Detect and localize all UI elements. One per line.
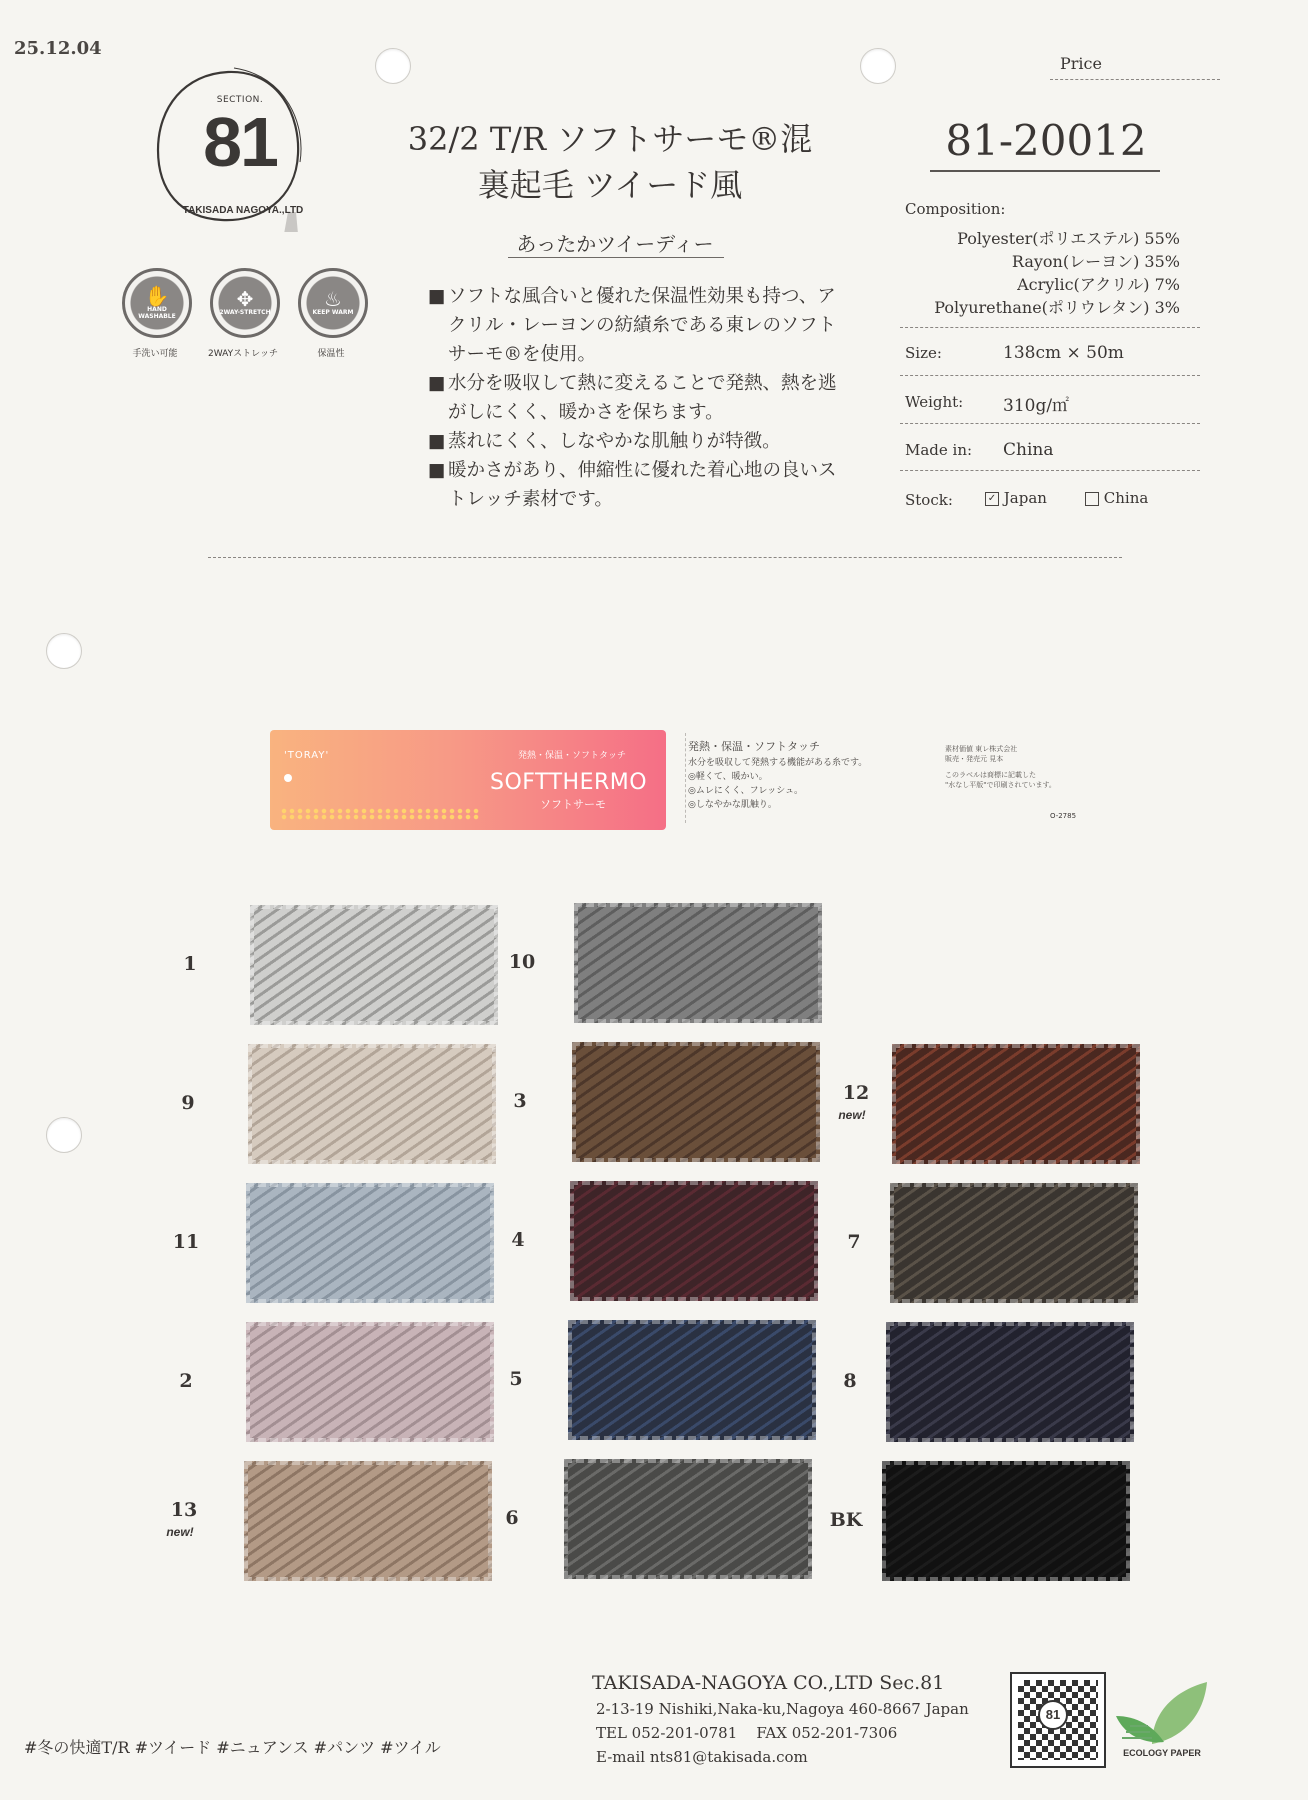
stock-china-checkbox[interactable]	[1085, 492, 1099, 506]
fabric-swatch	[248, 1044, 496, 1164]
footer-phone-fax: TEL 052-201-0781 FAX 052-201-7306	[596, 1724, 898, 1742]
made-in-label: Made in:	[905, 441, 973, 459]
fabric-swatch	[246, 1183, 494, 1303]
fabric-swatch	[892, 1044, 1140, 1164]
fabric-swatch	[244, 1461, 492, 1581]
price-label: Price	[1060, 54, 1102, 73]
swatch-label: 3	[513, 1090, 527, 1112]
hashtags: #冬の快適T/R #ツイード #ニュアンス #パンツ #ツイル	[24, 1738, 441, 1757]
swatch-label: 8	[843, 1370, 857, 1392]
footer-company: TAKISADA-NAGOYA CO.,LTD Sec.81	[592, 1672, 945, 1694]
fabric-swatch	[564, 1459, 812, 1579]
label-divider	[685, 733, 686, 823]
label-dot-icon	[284, 774, 292, 782]
swatch-label: 5	[509, 1368, 523, 1390]
logo-section-number: 81	[203, 103, 277, 181]
product-subtitle: あったかツイーディー	[516, 232, 714, 256]
fabric-swatch	[574, 903, 822, 1023]
swatch-label: BK	[829, 1509, 863, 1531]
qr-center-number: 81	[1038, 1700, 1068, 1730]
stock-label: Stock:	[905, 491, 953, 509]
footer-email[interactable]: E-mail nts81@takisada.com	[596, 1748, 808, 1766]
section-divider	[208, 557, 1122, 558]
care-label: 保温性	[317, 349, 345, 359]
feature-item: ■ ソフトな風合いと優れた保温性効果も持つ、アクリル・レーヨンの紡績糸である東レのソフトサーモ®を使用。	[428, 286, 837, 365]
product-title-line1: 32/2 T/R ソフトサーモ®混	[407, 120, 813, 158]
binder-hole	[860, 48, 896, 84]
stock-japan-option: ✓ Japan	[985, 489, 1047, 507]
product-title	[380, 116, 840, 208]
care-label: 手洗い可能	[132, 349, 178, 359]
binder-hole	[46, 633, 82, 669]
composition-row: Polyurethane(ポリウレタン) 3%	[934, 298, 1180, 317]
toray-product-kana: ソフトサーモ	[540, 798, 606, 811]
swatch-label: 2	[179, 1370, 193, 1392]
ecology-paper-label: ECOLOGY PAPER	[1123, 1748, 1201, 1758]
product-code: 81-20012	[945, 116, 1147, 165]
subtitle-underline	[508, 257, 724, 258]
toray-product-name: SOFTTHERMO	[490, 770, 648, 795]
fabric-swatch	[882, 1461, 1130, 1581]
divider	[900, 375, 1200, 376]
composition-label: Composition:	[905, 200, 1006, 218]
logo-section-label: SECTION.	[216, 95, 264, 105]
product-title-line2: 裏起毛 ツイード風	[477, 166, 743, 204]
size-value: 138cm × 50m	[1003, 343, 1124, 363]
binder-hole	[375, 48, 411, 84]
logo-company-name: TAKISADA NAGOYA.,LTD	[182, 205, 304, 216]
swatch-label: 1	[183, 953, 197, 975]
fabric-swatch	[246, 1322, 494, 1442]
issue-date: 25.12.04	[14, 38, 102, 59]
swatch-label: 10	[508, 951, 536, 973]
softthermo-description: 発熱・保温・ソフトタッチ 水分を吸収して発熱する機能がある糸です。 ◎軽くて、暖かい。 ◎ムレにくく、フレッシュ。 ◎しなやかな肌触り。	[688, 740, 868, 810]
swatch-new-badge: new!	[838, 1108, 866, 1122]
hand-wash-icon: ✋	[144, 283, 170, 308]
swatch-label: 12	[842, 1082, 870, 1104]
toray-brand: 'TORAY'	[284, 750, 330, 761]
fabric-swatch	[250, 905, 498, 1025]
stock-china-option: China	[1085, 489, 1148, 507]
care-2way-stretch: ✥ 2WAY-STRETCH	[210, 268, 280, 338]
price-field-line	[1050, 79, 1220, 80]
feature-item: ■ 水分を吸収して熱に変えることで発熱、熱を逃がしにくく、暖かさを保ちます。	[428, 373, 837, 423]
label-code: O-2785	[1050, 812, 1077, 820]
swatch-label: 11	[172, 1231, 200, 1253]
made-in-value: China	[1003, 440, 1054, 460]
keep-warm-icon: ♨	[324, 287, 342, 312]
swatch-label: 13	[170, 1499, 198, 1521]
binder-hole	[46, 1117, 82, 1153]
composition-row: Polyester(ポリエステル) 55%	[957, 229, 1180, 248]
fabric-swatch	[570, 1181, 818, 1301]
swatch-label: 9	[181, 1092, 195, 1114]
toray-tagline: 発熱・保温・ソフトタッチ	[518, 751, 627, 761]
weight-value: 310g/㎡	[1003, 396, 1070, 416]
fabric-swatch	[568, 1320, 816, 1440]
swatch-label: 6	[505, 1507, 519, 1529]
care-keep-warm: ♨ KEEP WARM	[298, 268, 368, 338]
feature-item: ■ 暖かさがあり、伸縮性に優れた着心地の良いストレッチ素材です。	[428, 460, 837, 510]
weight-label: Weight:	[905, 393, 964, 411]
care-label: 2WAYストレッチ	[208, 349, 278, 359]
swatch-label: 7	[847, 1231, 861, 1253]
swatch-label: 4	[511, 1229, 525, 1251]
composition-row: Rayon(レーヨン) 35%	[1011, 252, 1180, 271]
swatch-new-badge: new!	[166, 1525, 194, 1539]
feature-item: ■ 蒸れにくく、しなやかな肌触りが特徴。	[428, 431, 781, 452]
care-hand-wash: ✋ HAND WASHABLE	[122, 268, 192, 338]
fabric-swatch	[886, 1322, 1134, 1442]
softthermo-note: 素材価値 東レ株式会社 販売・発売元 見本 このラベルは商標に記載した "水なし平版"で印刷されています。	[945, 745, 1056, 789]
footer-address: 2-13-19 Nishiki,Naka-ku,Nagoya 460-8667 Japan	[596, 1700, 969, 1718]
fabric-swatch	[890, 1183, 1138, 1303]
stock-japan-checkbox[interactable]: ✓	[985, 492, 999, 506]
divider	[900, 423, 1200, 424]
2way-stretch-icon: ✥	[236, 287, 254, 312]
dot-pattern	[280, 808, 480, 820]
softthermo-label	[270, 730, 666, 830]
divider	[900, 470, 1200, 471]
divider	[900, 327, 1200, 328]
size-label: Size:	[905, 344, 942, 362]
ecology-leaf-icon	[1112, 1676, 1222, 1746]
composition-row: Acrylic(アクリル) 7%	[1017, 275, 1180, 294]
fabric-swatch	[572, 1042, 820, 1162]
feature-list	[428, 282, 848, 514]
product-code-underline	[930, 170, 1160, 172]
